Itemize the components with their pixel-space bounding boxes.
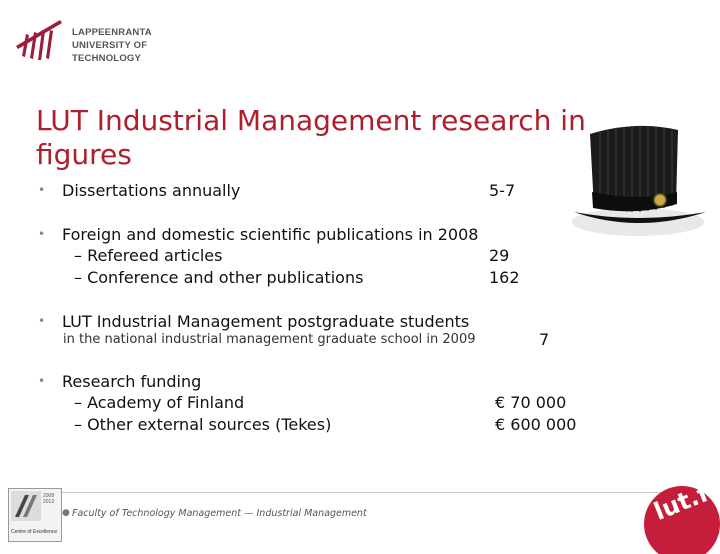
refereed-value: 29: [489, 246, 510, 265]
bullet-dot: •: [38, 183, 46, 197]
footer-divider: [62, 492, 662, 493]
students-label: LUT Industrial Management postgraduate students: [62, 312, 470, 331]
conference-label: – Conference and other publications: [74, 268, 364, 287]
academy-value: € 70 000: [495, 393, 567, 412]
funding-label: Research funding: [62, 372, 202, 391]
conference-value: 162: [489, 268, 520, 287]
lut-fi-brand-logo[interactable]: [640, 476, 720, 554]
students-value: 7: [539, 330, 550, 349]
badge-years: 2008 2013: [43, 493, 55, 505]
top-hat-image: [560, 112, 710, 247]
academy-label: – Academy of Finland: [74, 393, 245, 412]
refereed-label: – Refereed articles: [74, 246, 223, 265]
other-funding-label: – Other external sources (Tekes): [74, 415, 332, 434]
coe-emblem-icon: [11, 491, 41, 521]
footer-text: Faculty of Technology Management — Industrial Management: [72, 508, 367, 519]
other-funding-value: € 600 000: [495, 415, 577, 434]
dissertations-value: 5-7: [489, 181, 516, 200]
bullet-dot: •: [38, 314, 46, 328]
centre-of-excellence-badge: [8, 488, 62, 542]
lut-logo: [14, 12, 214, 72]
brand-text: lut.fi: [650, 476, 720, 526]
dissertations-label: Dissertations annually: [62, 181, 241, 200]
page-title: LUT Industrial Management research in figures: [36, 104, 586, 171]
logo-line-1: LAPPEENRANTA: [72, 27, 152, 38]
bullet-dot: •: [38, 374, 46, 388]
footer-bullet: ●: [62, 508, 70, 518]
lut-logo-mark-icon: [14, 16, 74, 60]
logo-line-2: UNIVERSITY OF TECHNOLOGY: [72, 40, 148, 64]
publications-label: Foreign and domestic scientific publications in 2008: [62, 225, 479, 244]
badge-label: Centre of Excellence: [11, 529, 58, 535]
bullet-dot: •: [38, 227, 46, 241]
students-sub-label: in the national industrial management graduate school in 2009: [63, 332, 476, 347]
